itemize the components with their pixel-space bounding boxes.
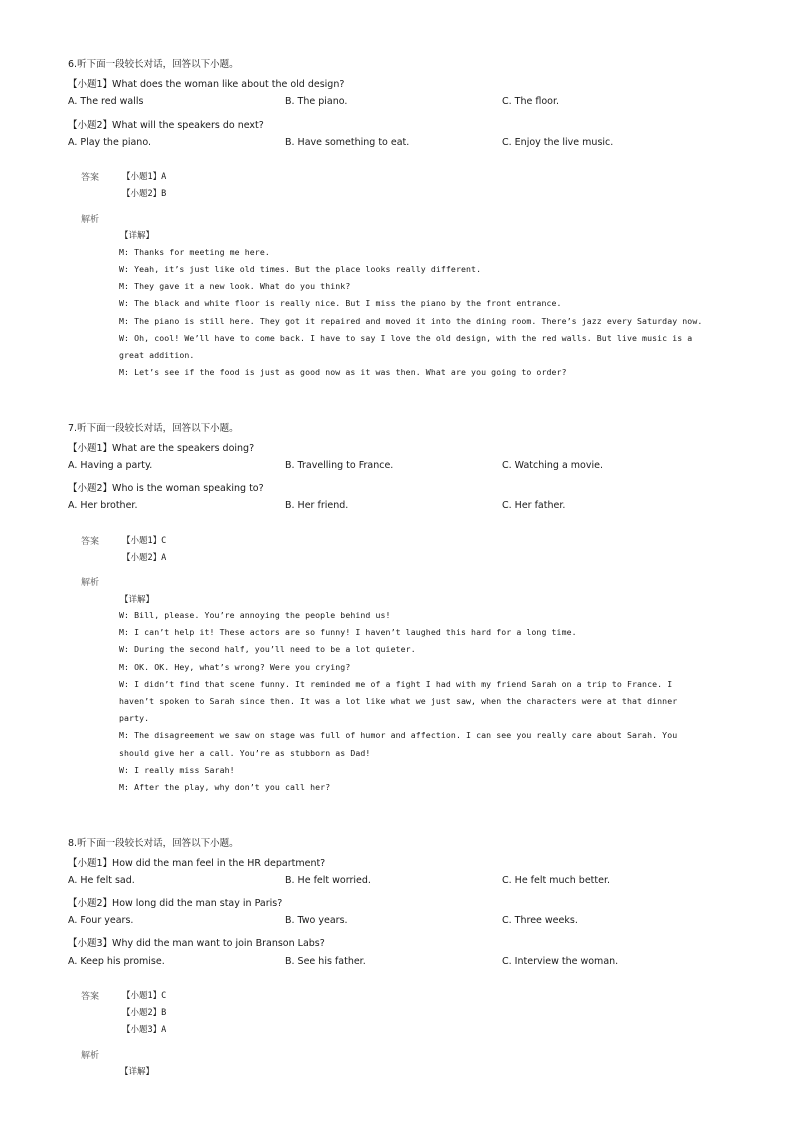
dialogue-line: W: Yeah, it’s just like old times. But the place looks really different. — [119, 264, 482, 274]
sub-question-text: 【小题3】Why did the man want to join Branson Labs? — [68, 938, 325, 949]
option-a: A. Having a party. — [68, 460, 153, 471]
answer-label: 答案 — [81, 992, 100, 1002]
dialogue-line: M: I can’t help it! These actors are so funny! I haven’t laughed this hard for a long time. — [119, 627, 577, 637]
option-b: B. The piano. — [285, 96, 348, 107]
answer-line: 【小题2】B — [122, 189, 167, 199]
sub-question-text: 【小题1】What are the speakers doing? — [68, 443, 255, 454]
answer-label: 答案 — [81, 173, 100, 183]
option-c: C. Enjoy the live music. — [502, 137, 614, 148]
option-b: B. Travelling to France. — [285, 460, 394, 471]
option-a: A. The red walls — [68, 96, 144, 107]
option-b: B. Have something to eat. — [285, 137, 410, 148]
option-c: C. The floor. — [502, 96, 560, 107]
dialogue-line: M: Thanks for meeting me here. — [119, 247, 270, 257]
answer-line: 【小题1】A — [122, 172, 167, 182]
analysis-label: 解析 — [81, 578, 100, 588]
detail-heading: 【详解】 — [120, 1067, 155, 1077]
option-c: C. He felt much better. — [502, 875, 611, 886]
option-a: A. Keep his promise. — [68, 956, 165, 967]
question-title: 8.听下面一段较长对话，回答以下小题。 — [68, 838, 239, 849]
option-c: C. Three weeks. — [502, 915, 578, 926]
dialogue-line: W: During the second half, you’ll need to be a lot quieter. — [119, 644, 416, 654]
analysis-label: 解析 — [81, 1051, 100, 1061]
option-b: B. See his father. — [285, 956, 366, 967]
option-c: C. Her father. — [502, 500, 566, 511]
dialogue-line: M: Let’s see if the food is just as good now as it was then. What are you going to order? — [119, 367, 567, 377]
detail-heading: 【详解】 — [120, 231, 155, 241]
answer-line: 【小题3】A — [122, 1025, 167, 1035]
dialogue-line: M: The disagreement we saw on stage was full of humor and affection. I can see you really care about Sarah. You — [119, 730, 678, 740]
dialogue-line: party. — [119, 713, 150, 723]
dialogue-line: M: They gave it a new look. What do you think? — [119, 281, 351, 291]
sub-question-text: 【小题2】How long did the man stay in Paris? — [68, 898, 283, 909]
option-c: C. Watching a movie. — [502, 460, 603, 471]
answer-line: 【小题1】C — [122, 991, 167, 1001]
dialogue-line: M: The piano is still here. They got it repaired and moved it into the dining room. There’s jazz every Saturday now. — [119, 316, 703, 326]
option-a: A. Her brother. — [68, 500, 138, 511]
detail-heading: 【详解】 — [120, 595, 155, 605]
dialogue-line: M: After the play, why don’t you call her? — [119, 782, 331, 792]
option-a: A. Play the piano. — [68, 137, 151, 148]
question-title: 6.听下面一段较长对话，回答以下小题。 — [68, 59, 239, 70]
dialogue-line: W: The black and white floor is really nice. But I miss the piano by the front entrance. — [119, 298, 562, 308]
option-a: A. He felt sad. — [68, 875, 135, 886]
dialogue-line: M: OK. OK. Hey, what’s wrong? Were you crying? — [119, 662, 351, 672]
answer-line: 【小题1】C — [122, 536, 167, 546]
sub-question-text: 【小题2】Who is the woman speaking to? — [68, 483, 264, 494]
dialogue-line: haven’t spoken to Sarah since then. It was a lot like what we just saw, when the characters were at that dinner — [119, 696, 678, 706]
option-b: B. Two years. — [285, 915, 348, 926]
dialogue-line: should give her a call. You’re as stubborn as Dad! — [119, 748, 371, 758]
option-a: A. Four years. — [68, 915, 134, 926]
sub-question-text: 【小题1】What does the woman like about the old design? — [68, 79, 345, 90]
dialogue-line: W: Bill, please. You’re annoying the people behind us! — [119, 610, 391, 620]
option-b: B. Her friend. — [285, 500, 349, 511]
dialogue-line: great addition. — [119, 350, 195, 360]
dialogue-line: W: I really miss Sarah! — [119, 765, 235, 775]
sub-question-text: 【小题1】How did the man feel in the HR department? — [68, 858, 326, 869]
answer-line: 【小题2】A — [122, 553, 167, 563]
question-title: 7.听下面一段较长对话，回答以下小题。 — [68, 423, 239, 434]
option-c: C. Interview the woman. — [502, 956, 619, 967]
answer-label: 答案 — [81, 537, 100, 547]
option-b: B. He felt worried. — [285, 875, 371, 886]
dialogue-line: W: I didn’t find that scene funny. It reminded me of a fight I had with my friend Sarah on a trip to France. I — [119, 679, 673, 689]
answer-line: 【小题2】B — [122, 1008, 167, 1018]
sub-question-text: 【小题2】What will the speakers do next? — [68, 120, 264, 131]
analysis-label: 解析 — [81, 215, 100, 225]
dialogue-line: W: Oh, cool! We’ll have to come back. I have to say I love the old design, with the red walls. But live music is a — [119, 333, 693, 343]
